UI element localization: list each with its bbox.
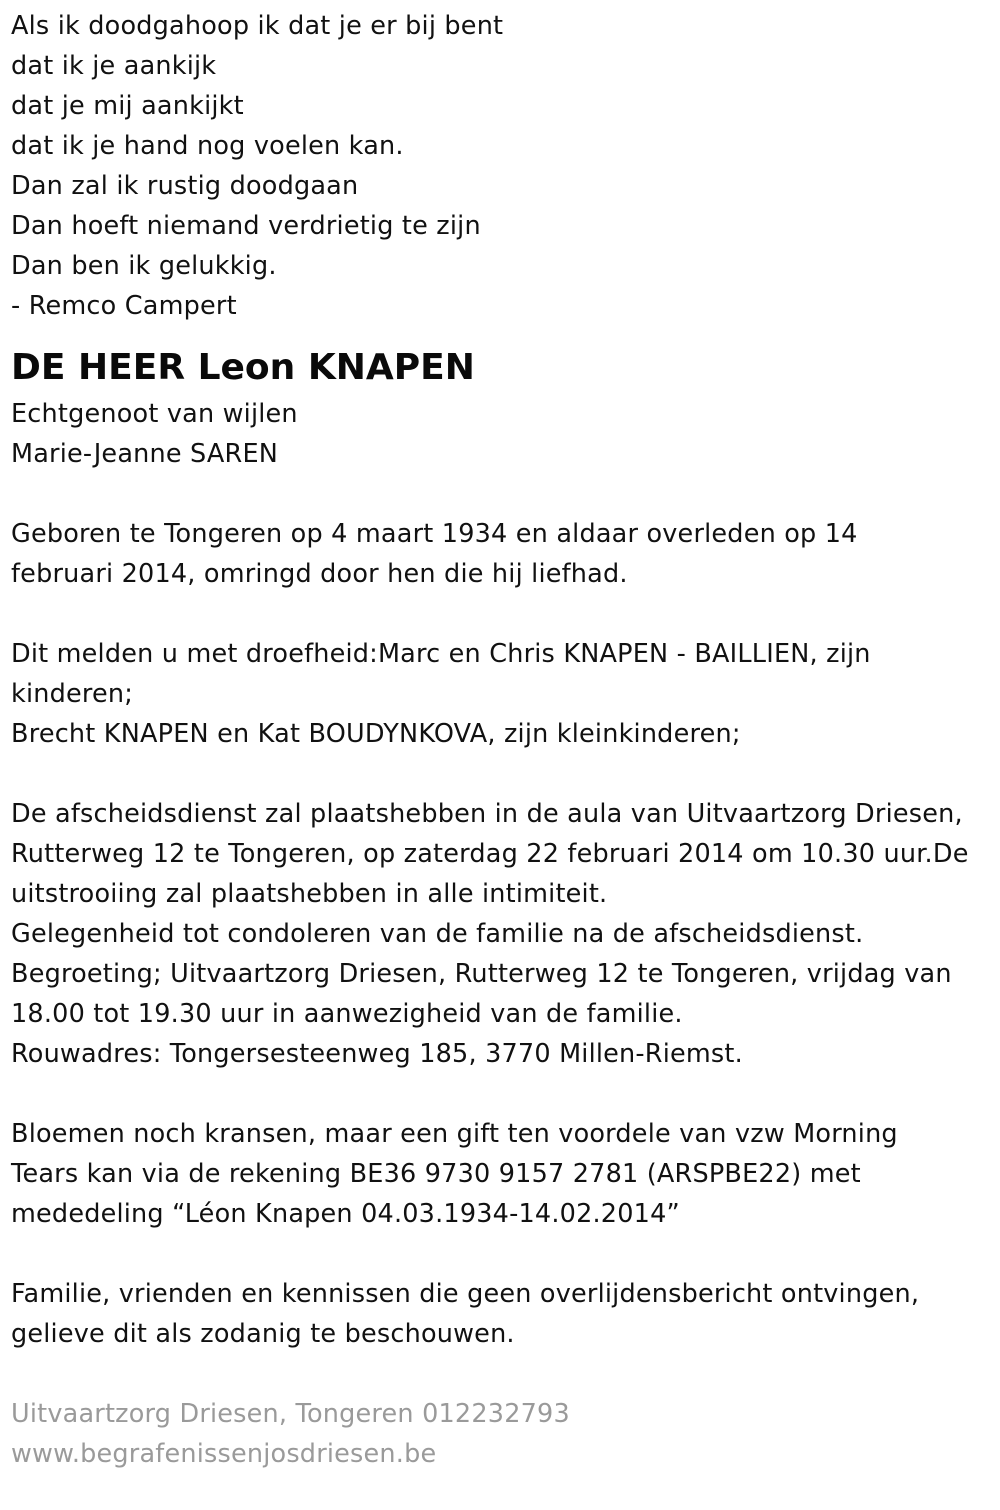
poem-line: Dan hoeft niemand verdrietig te zijn	[11, 211, 481, 241]
paragraph-line: Brecht KNAPEN en Kat BOUDYNKOVA, zijn kleinkinderen;	[11, 719, 741, 749]
spacer	[11, 1234, 996, 1274]
relation-line: Echtgenoot van wijlen	[11, 399, 298, 429]
poem	[11, 6, 996, 326]
deceased-name: DE HEER Leon KNAPEN	[11, 347, 475, 388]
paragraph-line: mededeling “Léon Knapen 04.03.1934-14.02.2014”	[11, 1199, 680, 1229]
birth-death-paragraph	[11, 514, 996, 594]
poem-author: - Remco Campert	[11, 291, 237, 321]
paragraph-line: 18.00 tot 19.30 uur in aanwezigheid van de familie.	[11, 999, 683, 1029]
paragraph-line: februari 2014, omringd door hen die hij liefhad.	[11, 559, 628, 589]
flowers-paragraph	[11, 1114, 996, 1234]
obituary-notice	[11, 6, 996, 1474]
poem-line: Als ik doodgahoop ik dat je er bij bent	[11, 11, 504, 41]
relation-spouse: Marie-Jeanne SAREN	[11, 439, 279, 469]
paragraph-line: Geboren te Tongeren op 4 maart 1934 en aldaar overleden op 14	[11, 519, 858, 549]
poem-line: dat je mij aankijkt	[11, 91, 244, 121]
closing-paragraph	[11, 1274, 996, 1354]
announcement-paragraph	[11, 634, 996, 754]
spacer	[11, 594, 996, 634]
paragraph-line: Rouwadres: Tongersesteenweg 185, 3770 Millen-Riemst.	[11, 1039, 743, 1069]
poem-line: dat ik je aankijk	[11, 51, 217, 81]
spacer	[11, 1074, 996, 1114]
spacer	[11, 474, 996, 514]
footer	[11, 1394, 996, 1474]
paragraph-line: Tears kan via de rekening BE36 9730 9157 2781 (ARSPBE22) met	[11, 1159, 861, 1189]
poem-line: Dan zal ik rustig doodgaan	[11, 171, 359, 201]
spacer	[11, 1354, 996, 1394]
service-paragraph	[11, 794, 996, 1074]
paragraph-line: Bloemen noch kransen, maar een gift ten voordele van vzw Morning	[11, 1119, 898, 1149]
paragraph-line: gelieve dit als zodanig te beschouwen.	[11, 1319, 515, 1349]
relation	[11, 394, 996, 474]
paragraph-line: kinderen;	[11, 679, 134, 709]
funeral-home-website: www.begrafenissenjosdriesen.be	[11, 1439, 437, 1469]
poem-line: dat ik je hand nog voelen kan.	[11, 131, 404, 161]
funeral-home-contact: Uitvaartzorg Driesen, Tongeren 012232793	[11, 1399, 570, 1429]
paragraph-line: Dit melden u met droefheid:Marc en Chris KNAPEN - BAILLIEN, zijn	[11, 639, 871, 669]
paragraph-line: Begroeting; Uitvaartzorg Driesen, Rutterweg 12 te Tongeren, vrijdag van	[11, 959, 952, 989]
paragraph-line: uitstrooiing zal plaatshebben in alle intimiteit.	[11, 879, 608, 909]
poem-line: Dan ben ik gelukkig.	[11, 251, 277, 281]
paragraph-line: Familie, vrienden en kennissen die geen overlijdensbericht ontvingen,	[11, 1279, 920, 1309]
paragraph-line: Gelegenheid tot condoleren van de familie na de afscheidsdienst.	[11, 919, 864, 949]
paragraph-line: Rutterweg 12 te Tongeren, op zaterdag 22 februari 2014 om 10.30 uur.De	[11, 839, 969, 869]
paragraph-line: De afscheidsdienst zal plaatshebben in de aula van Uitvaartzorg Driesen,	[11, 799, 963, 829]
spacer	[11, 754, 996, 794]
